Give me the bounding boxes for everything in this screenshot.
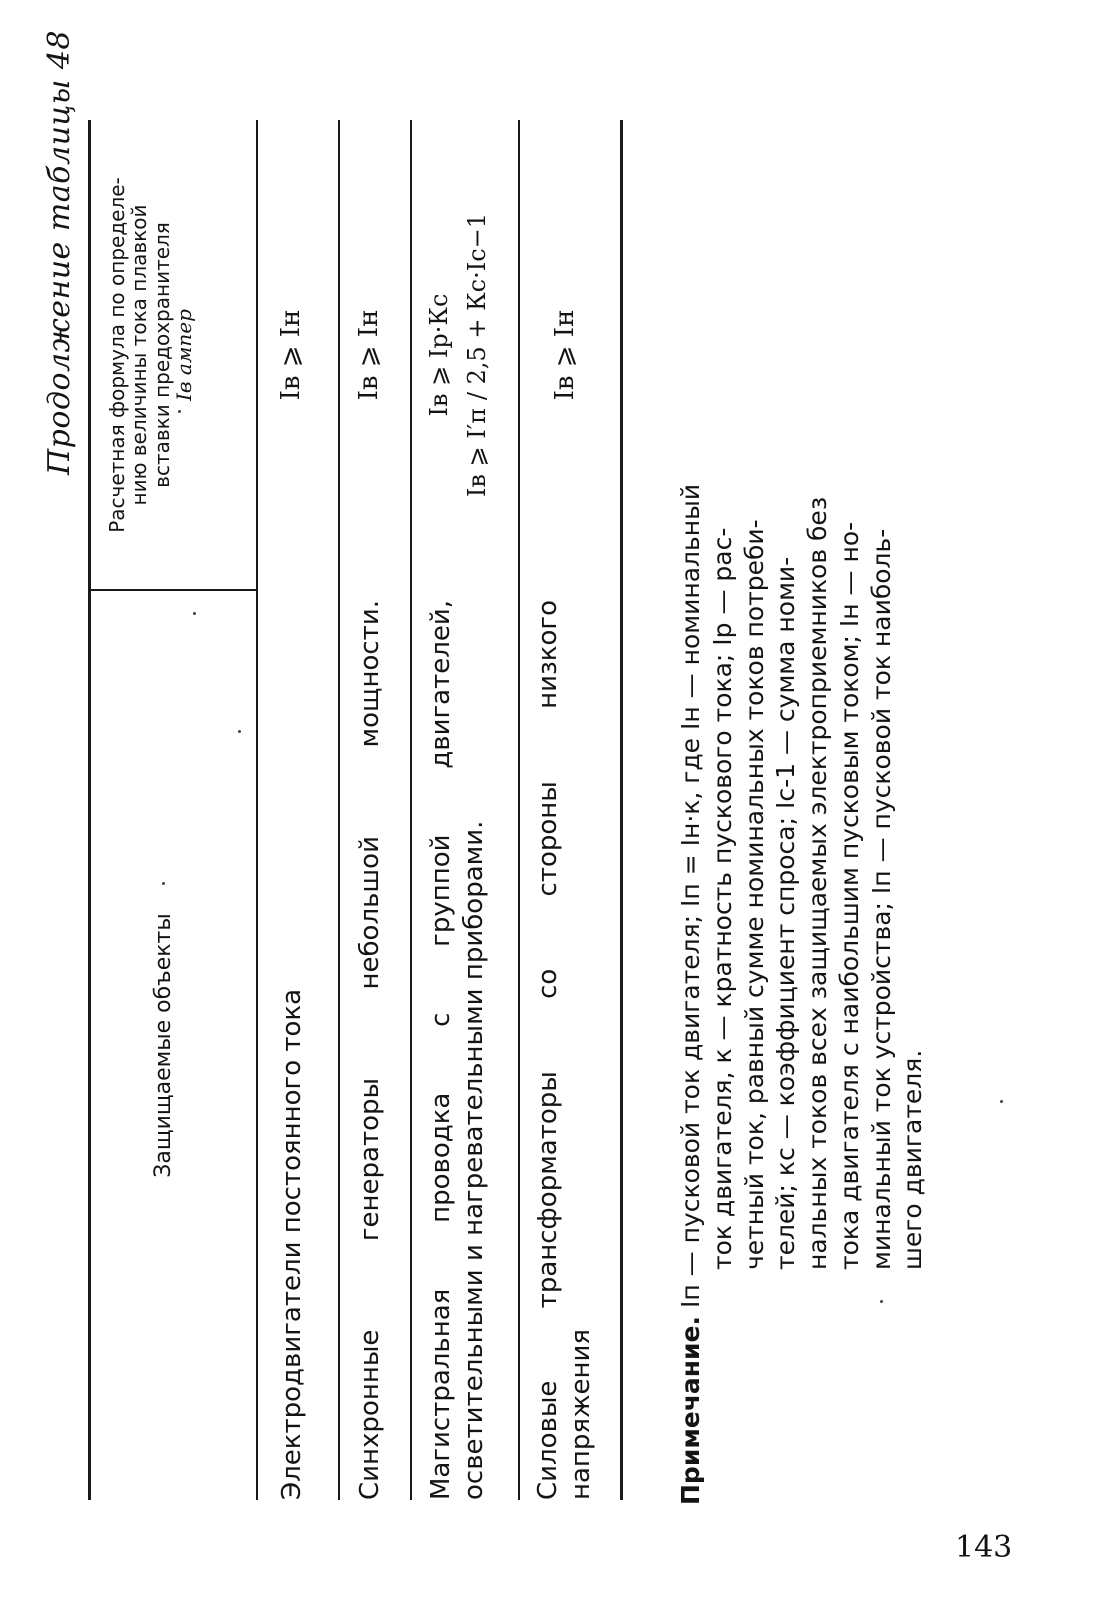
- header-bottom-rule: [256, 120, 258, 1500]
- table-top-rule: [88, 120, 91, 1500]
- table-row-formula: [354, 125, 384, 585]
- note-line: ток двигателя, к — кратность пускового тока; Iр — рас-: [707, 527, 737, 1270]
- table-row-object: [276, 600, 309, 1500]
- formula-header-symbol: Iв ампер: [172, 309, 197, 401]
- note-line: шего двигателя.: [898, 1049, 928, 1270]
- table-row-formula: [276, 125, 306, 585]
- table-row-object: [532, 600, 597, 1500]
- formula-line: Iв ⩾ Iр·Кс: [425, 293, 453, 417]
- object-line: Электродвигатели постоянного тока: [277, 988, 307, 1500]
- note-lead: Примечание.: [676, 1315, 705, 1505]
- formula-header-line: нию величины тока плавкой: [127, 204, 152, 506]
- formula-line: Iв ⩾ I′п / 2,5 + Кс·Iс−1: [463, 212, 492, 498]
- page-number: 143: [955, 1530, 1013, 1565]
- rotated-page: [20, 0, 1020, 1520]
- table-row-object: [425, 600, 490, 1500]
- object-line: Синхронные генераторы небольшой мощности.: [355, 600, 385, 1500]
- continuation-title: Продолжение таблицы 48: [42, 30, 77, 475]
- table-note: [675, 55, 929, 1505]
- note-line: минальный ток устройства; Iп — пусковой ток наиболь-: [866, 528, 896, 1270]
- formula-line: Iв ⩾ Iн: [550, 309, 580, 401]
- table-row-formula: [420, 125, 497, 585]
- row-rule: [410, 120, 412, 1500]
- row-rule: [518, 120, 520, 1500]
- formula-line: Iв ⩾ Iн: [354, 309, 384, 401]
- formula-line: Iв ⩾ Iн: [276, 309, 306, 401]
- object-line: осветительными и нагревательными приборами.: [458, 820, 489, 1500]
- note-line: нальных токов всех защищаемых электроприемников без: [803, 496, 832, 1270]
- formula-column-header: [106, 125, 196, 585]
- objects-column-header: [152, 591, 177, 1500]
- row-rule: [338, 120, 340, 1500]
- object-line: напряжения: [565, 1328, 596, 1500]
- note-line: Iп — пусковой ток двигателя; Iп = Iн·к, где Iн — номинальный: [676, 483, 705, 1309]
- object-line: Магистральная проводка с группой двигателей,: [426, 600, 456, 1500]
- note-line: тока двигателя с наибольшим пусковым током; Iн — но-: [834, 521, 864, 1270]
- formula-header-line: вставки предохранителя: [149, 222, 174, 488]
- object-line: Силовые трансформаторы со стороны низкого: [533, 600, 563, 1500]
- table-row-object: [354, 600, 387, 1500]
- table-bottom-rule: [620, 120, 623, 1500]
- formula-header-line: Расчетная формула по определе-: [105, 177, 129, 533]
- note-line: телей; кс — коэффициент спроса; Iс-1 — сумма номи-: [771, 556, 801, 1270]
- objects-header-text: Защищаемые объекты: [151, 913, 176, 1178]
- table-row-formula: [550, 125, 580, 585]
- note-line: четный ток, равный сумме номинальных токов потреби-: [739, 519, 769, 1270]
